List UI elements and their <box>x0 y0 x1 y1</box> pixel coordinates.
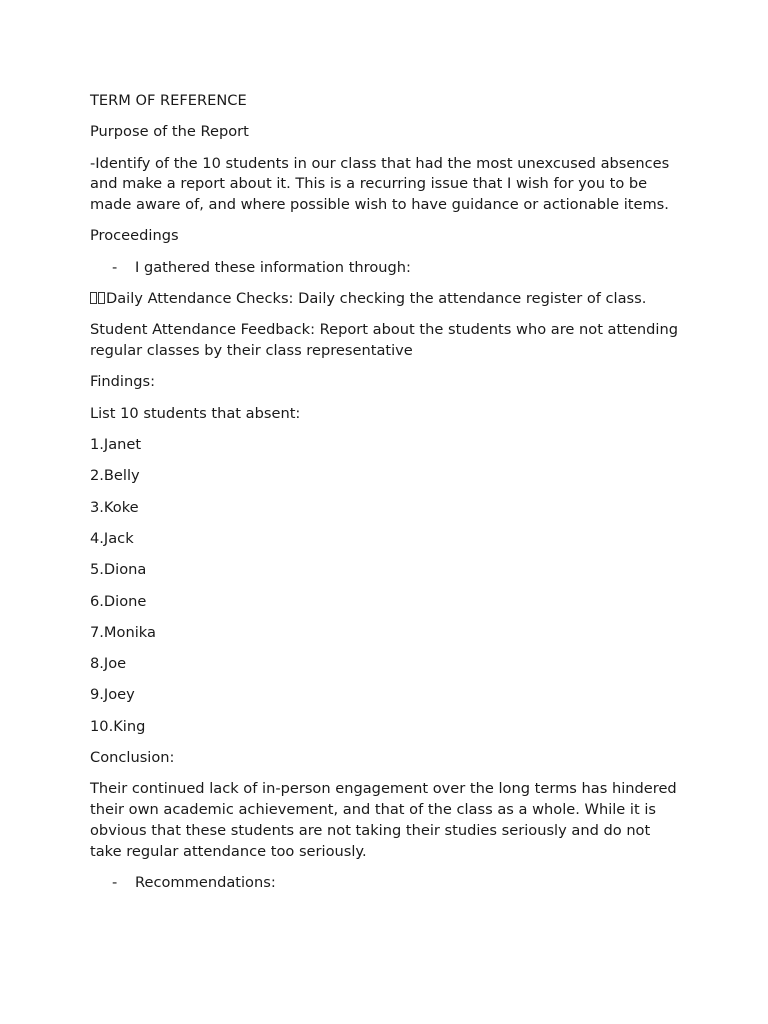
purpose-title: Purpose of the Report <box>90 123 249 141</box>
missing-glyph-icon <box>98 292 105 304</box>
student-item: 1.Janet <box>90 436 142 454</box>
document-page <box>90 91 680 904</box>
list-intro: List 10 students that absent: <box>90 404 301 422</box>
conclusion-title: Conclusion: <box>90 749 175 767</box>
proceedings-title: Proceedings <box>90 227 179 245</box>
missing-glyph-icon <box>90 292 97 304</box>
student-item: 4.Jack <box>90 529 134 547</box>
recommendations-item: Recommendations: <box>135 874 276 892</box>
student-item: 9.Joey <box>90 686 135 704</box>
student-item: 2.Belly <box>90 467 140 485</box>
student-item: 6.Dione <box>90 592 147 610</box>
feedback-text: Student Attendance Feedback: Report about the students who are not attending regular classes by their class representative <box>90 321 678 360</box>
dash-marker: - <box>112 874 118 892</box>
student-item: 5.Diona <box>90 561 147 579</box>
proceedings-item: I gathered these information through: <box>135 258 411 276</box>
student-item: 10.King <box>90 717 146 735</box>
proceedings-bullet <box>112 258 680 279</box>
student-item: 8.Joe <box>90 655 127 673</box>
conclusion-text: Their continued lack of in-person engagement over the long terms has hindered their own academic achievement, and that of the class as a whole. While it is obvious that these students are not taking their studies seriously and do not take regular attendance too seriously. <box>90 780 677 860</box>
student-item: 3.Koke <box>90 498 139 516</box>
purpose-text: -Identify of the 10 students in our class that had the most unexcused absences and make a report about it. This is a recurring issue that I wish for you to be made aware of, and where possible wish to have guidance or actionable items. <box>90 154 670 214</box>
daily-checks-text: Daily Attendance Checks: Daily checking the attendance register of class. <box>106 290 647 308</box>
document-heading: TERM OF REFERENCE <box>90 92 247 109</box>
student-item: 7.Monika <box>90 623 156 641</box>
dash-marker: - <box>112 258 118 276</box>
daily-checks-line <box>90 289 680 310</box>
findings-title: Findings: <box>90 373 155 391</box>
recommendations-bullet <box>112 873 680 894</box>
